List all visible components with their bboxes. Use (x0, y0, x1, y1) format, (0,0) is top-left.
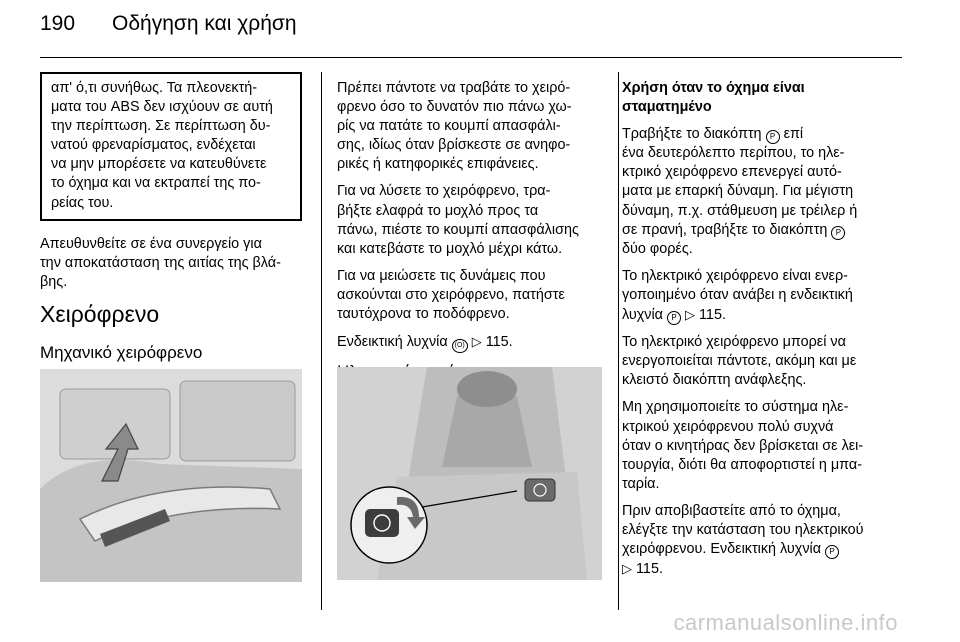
warning-line: ρείας του. (51, 194, 114, 211)
section-heading: Χειρόφρενο (40, 300, 160, 327)
paragraph: Για να λύσετε το χειρόφρενο, τρα- βήξτε ελαφρά το μοχλό προς τα πάνω, πιέστε το κουμπί απασφάλισης και κατεβάστε το μοχλό μέχρι κάτω. (337, 183, 579, 257)
paragraph: Ενδεικτική λυχνία (O) ▷ 115. (337, 332, 605, 353)
warning-line: απ' ό,τι συνήθως. Τα πλεονεκτή- (51, 80, 258, 96)
text-line: την αποκατάσταση της αιτίας της βλά- (40, 254, 281, 271)
column-1 (40, 72, 302, 374)
paragraph: Μη χρησιμοποιείτε το σύστημα ηλε- κτρικού χειρόφρενου πολύ συχνά όταν ο κινητήρας δεν βρίσκεται σε λει- τουργία, διότι θα αποφορτιστεί η μπα- ταρία. (622, 399, 864, 492)
electric-brake-illustration (337, 367, 602, 580)
paragraph: Το ηλεκτρικό χειρόφρενο μπορεί να ενεργοποιείται πάντοτε, ακόμη και με κλειστό διακόπτη ανάφλεξης. (622, 334, 857, 389)
paragraph: Το ηλεκτρικό χειρόφρενο είναι ενερ- γοποιημένο όταν ανάβει η ενδεικτική λυχνία P ▷ 115. (622, 267, 853, 324)
electric-handbrake-image (337, 367, 602, 580)
paragraph: Τραβήξτε το διακόπτη P επί ένα δευτερόλεπτο περίπου, το ηλε- κτρικό χειρόφρενο επενεργεί αυτό- ματα με επαρκή δύναμη. Για μέγιστη δύναμη, π.χ. στάθμευση με τρέιλερ ή σε πρανή, τραβήξτε το διακόπτη P δύο φορές. (622, 126, 858, 257)
page-header (40, 12, 297, 36)
parking-brake-lamp-icon: P (825, 545, 839, 559)
text-line: βης. (40, 273, 68, 290)
page-reference[interactable]: 115. (636, 561, 663, 578)
parking-brake-lamp-icon: P (667, 311, 681, 325)
page-reference[interactable]: 115. (699, 307, 726, 324)
cross-reference-icon: ▷ (685, 307, 695, 323)
warning-line: νατού φρεναρίσματος, ενδέχεται (51, 137, 256, 154)
text-line: Απευθυνθείτε σε ένα συνεργείο για (40, 235, 262, 252)
page-reference[interactable]: 115. (485, 334, 513, 351)
column-divider (321, 72, 322, 610)
paragraph: Πριν αποβιβαστείτε από το όχημα, ελέγξτε την κατάσταση του ηλεκτρικού χειρόφρενου. Ενδεικτική λυχνία P ▷ 115. (622, 502, 864, 578)
parking-brake-switch-icon: P (766, 130, 780, 144)
column-divider (618, 72, 619, 610)
handbrake-illustration (40, 369, 302, 582)
header-rule (40, 57, 902, 58)
subsection-heading: Μηχανικό χειρόφρενο (40, 342, 203, 362)
mechanical-handbrake-image (40, 369, 302, 582)
warning-line: να μην μπορέσετε να κατευθύνετε (51, 156, 267, 173)
brake-warning-lamp-icon: (O) (452, 339, 468, 353)
warning-line: το όχημα και να εκτραπεί της πο- (51, 175, 261, 192)
paragraph: Πρέπει πάντοτε να τραβάτε το χειρό- φρενο όσο το δυνατόν πιο πάνω χω- ρίς να πατάτε το κουμπί απασφάλι- σης, ιδίως όταν βρίσκεστε σε ανηφο- ρικές ή κατηφορικές επιφάνειες. (337, 80, 572, 173)
column-3 (622, 79, 912, 587)
cross-reference-icon: ▷ (622, 561, 632, 577)
paragraph: Για να μειώσετε τις δυνάμεις που ασκούνται στο χειρόφρενο, πατήστε ταυτόχρονα το ποδόφρενο. (337, 267, 565, 323)
cross-reference-icon: ▷ (471, 334, 482, 350)
warning-line: την περίπτωση. Σε περίπτωση δυ- (51, 118, 271, 135)
page-number: 190 (40, 12, 76, 35)
workshop-paragraph (40, 235, 302, 292)
parking-brake-switch-icon: P (831, 226, 845, 240)
page-title: Οδήγηση και χρήση (112, 12, 297, 35)
warning-box (40, 72, 302, 221)
topic-title: Χρήση όταν το όχημα είναι σταματημένο (622, 80, 805, 116)
watermark: carmanualsonline.info (673, 610, 898, 635)
warning-line: ματα του ABS δεν ισχύουν σε αυτή (51, 99, 273, 116)
column-2 (337, 79, 605, 393)
